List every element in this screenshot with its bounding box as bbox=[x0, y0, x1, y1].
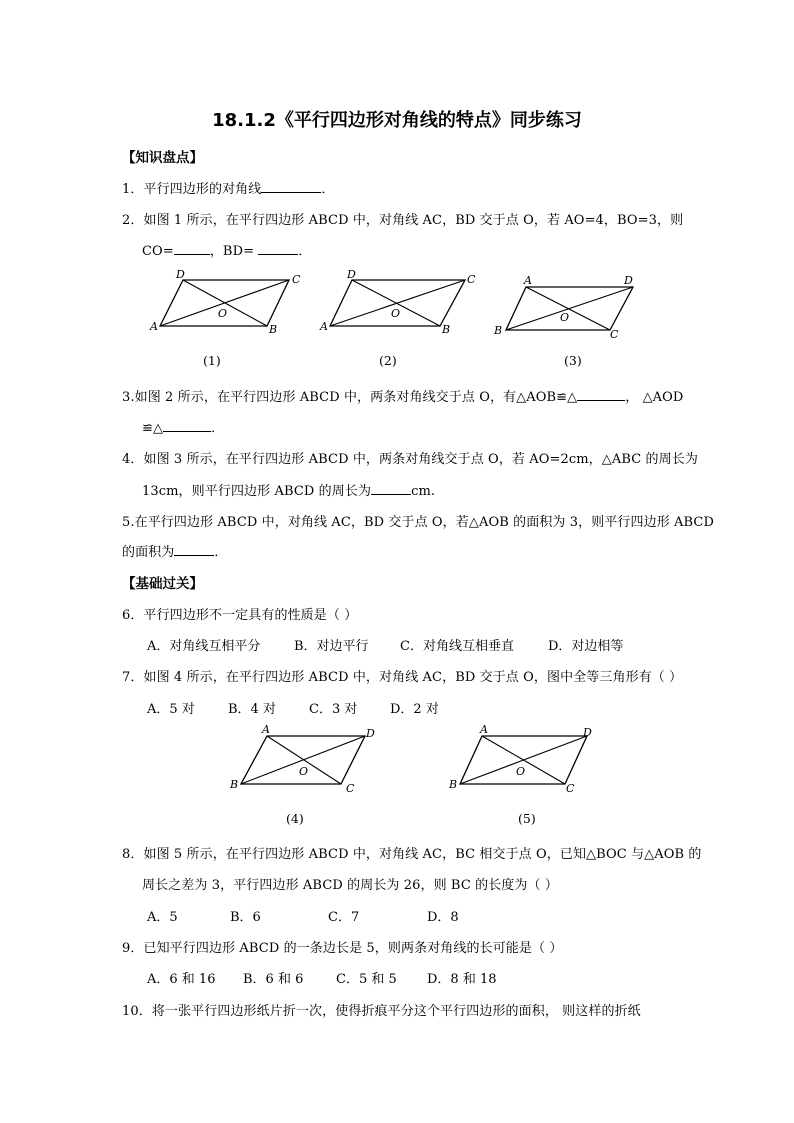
center-label: O bbox=[218, 307, 228, 320]
option-c[interactable]: C．3 对 bbox=[309, 702, 358, 717]
question-4-text: 13cm，则平行四边形 ABCD 的周长为 bbox=[142, 484, 372, 499]
vertex-label: D bbox=[366, 727, 375, 740]
answer-blank[interactable] bbox=[577, 388, 625, 401]
question-2-co: CO= bbox=[142, 244, 174, 259]
vertex-label: B bbox=[269, 323, 278, 336]
vertex-label: C bbox=[566, 782, 575, 795]
vertex-label: A bbox=[320, 320, 328, 333]
option-a[interactable]: A．6 和 16 bbox=[147, 972, 216, 987]
question-5-end: ． bbox=[214, 545, 228, 560]
question-3-line-2 bbox=[142, 417, 224, 436]
vertex-label: D bbox=[624, 274, 633, 287]
vertex-label: C bbox=[292, 273, 301, 286]
center-label: O bbox=[391, 307, 401, 320]
figure-4-caption: (4) bbox=[286, 811, 304, 826]
figure-2-caption: (2) bbox=[379, 353, 397, 368]
question-5-line-1: 5.在平行四边形 ABCD 中，对角线 AC，BD 交于点 O，若△AOB 的面积为 3，则平行四边形 ABCD bbox=[122, 515, 715, 530]
question-5-text: 的面积为 bbox=[122, 545, 175, 560]
option-b[interactable]: B．4 对 bbox=[228, 702, 276, 717]
vertex-label: A bbox=[524, 274, 532, 287]
option-a[interactable]: A．5 对 bbox=[147, 702, 195, 717]
vertex-label: C bbox=[346, 782, 355, 795]
vertex-label: D bbox=[583, 726, 592, 739]
vertex-label: D bbox=[176, 268, 185, 281]
vertex-label: C bbox=[467, 273, 476, 286]
question-9: 9．已知平行四边形 ABCD 的一条边长是 5，则两条对角线的长可能是（ ） bbox=[122, 941, 563, 956]
vertex-label: D bbox=[347, 268, 356, 281]
vertex-label: B bbox=[494, 324, 503, 337]
question-1 bbox=[122, 178, 334, 197]
question-3-end: ． bbox=[211, 421, 225, 436]
question-10: 10．将一张平行四边形纸片折一次，使得折痕平分这个平行四边形的面积， 则这样的折纸 bbox=[122, 1004, 641, 1019]
question-3-congruent: ≌△ bbox=[142, 421, 164, 436]
figures-4-5 bbox=[220, 722, 610, 802]
option-c[interactable]: C．5 和 5 bbox=[336, 972, 397, 987]
figure-3-parallelogram bbox=[493, 274, 633, 341]
answer-blank[interactable] bbox=[261, 180, 321, 193]
figure-4-parallelogram bbox=[229, 723, 375, 795]
option-d[interactable]: D．8 bbox=[427, 910, 459, 925]
center-label: O bbox=[516, 765, 526, 778]
question-3-aod: ， △AOD bbox=[625, 390, 684, 405]
question-2-end: ． bbox=[298, 244, 312, 259]
vertex-label: B bbox=[442, 323, 451, 336]
question-2-bd: ，BD= bbox=[209, 244, 259, 259]
vertex-label: C bbox=[610, 328, 619, 341]
figure-2-parallelogram bbox=[319, 268, 476, 336]
answer-blank[interactable] bbox=[258, 242, 298, 255]
question-3-text: 3.如图 2 所示，在平行四边形 ABCD 中，两条对角线交于点 O，有△AOB≌△ bbox=[122, 390, 578, 405]
option-c[interactable]: C．对角线互相垂直 bbox=[400, 639, 514, 654]
option-a[interactable]: A．5 bbox=[147, 910, 178, 925]
option-d[interactable]: D．对边相等 bbox=[548, 639, 624, 654]
section-heading-basics: 【基础过关】 bbox=[122, 576, 203, 592]
question-4-unit: cm. bbox=[411, 484, 436, 499]
vertex-label: A bbox=[262, 723, 270, 736]
option-b[interactable]: B．对边平行 bbox=[294, 639, 369, 654]
question-5-line-2 bbox=[122, 541, 228, 560]
question-1-text: 1．平行四边形的对角线 bbox=[122, 182, 262, 197]
question-7: 7．如图 4 所示，在平行四边形 ABCD 中，对角线 AC，BD 交于点 O，图中全等三角形有（ ） bbox=[122, 670, 683, 685]
figure-5-parallelogram bbox=[448, 723, 592, 795]
figure-3-caption: (3) bbox=[564, 353, 582, 368]
answer-blank[interactable] bbox=[163, 419, 211, 432]
vertex-label: A bbox=[150, 320, 158, 333]
vertex-label: B bbox=[230, 778, 239, 791]
option-d[interactable]: D．2 对 bbox=[390, 702, 439, 717]
question-8-line-1: 8．如图 5 所示，在平行四边形 ABCD 中，对角线 AC，BC 相交于点 O，已知△BOC 与△AOB 的 bbox=[122, 847, 702, 862]
option-c[interactable]: C．7 bbox=[328, 910, 360, 925]
section-heading-knowledge: 【知识盘点】 bbox=[122, 150, 203, 166]
figure-1-parallelogram bbox=[149, 268, 301, 336]
page-title: 18.1.2《平行四边形对角线的特点》同步练习 bbox=[212, 110, 582, 131]
question-4-line-2 bbox=[142, 480, 435, 499]
center-label: O bbox=[560, 311, 570, 324]
figure-1-caption: (1) bbox=[203, 353, 221, 368]
option-b[interactable]: B．6 bbox=[230, 910, 261, 925]
vertex-label: A bbox=[480, 723, 488, 736]
question-1-end: ． bbox=[321, 182, 335, 197]
question-4-line-1: 4．如图 3 所示，在平行四边形 ABCD 中，两条对角线交于点 O，若 AO=2cm，△ABC 的周长为 bbox=[122, 452, 698, 467]
answer-blank[interactable] bbox=[174, 543, 214, 556]
option-b[interactable]: B．6 和 6 bbox=[243, 972, 304, 987]
vertex-label: B bbox=[449, 778, 458, 791]
center-label: O bbox=[299, 765, 309, 778]
answer-blank[interactable] bbox=[174, 242, 210, 255]
answer-blank[interactable] bbox=[371, 482, 411, 495]
question-6: 6．平行四边形不一定具有的性质是（ ） bbox=[122, 608, 358, 623]
option-a[interactable]: A．对角线互相平分 bbox=[147, 639, 261, 654]
question-3-line-1 bbox=[122, 386, 683, 405]
option-d[interactable]: D．8 和 18 bbox=[427, 972, 497, 987]
question-8-line-2: 周长之差为 3，平行四边形 ABCD 的周长为 26，则 BC 的长度为（ ） bbox=[142, 878, 558, 893]
question-2-line-1: 2．如图 1 所示，在平行四边形 ABCD 中，对角线 AC，BD 交于点 O，若 AO=4，BO=3，则 bbox=[122, 213, 684, 228]
question-2-line-2 bbox=[142, 240, 311, 259]
figure-5-caption: (5) bbox=[518, 811, 536, 826]
